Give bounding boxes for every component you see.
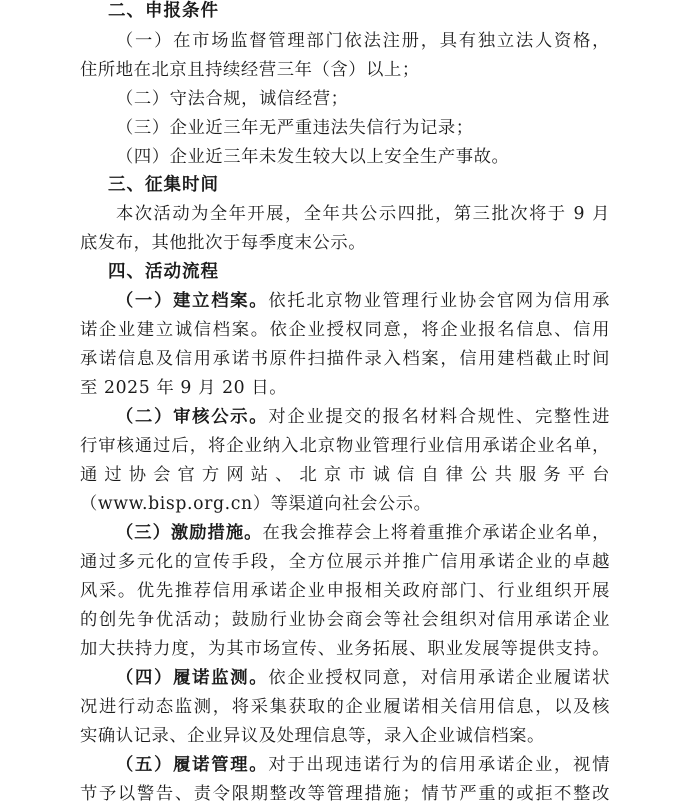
step-3-line-4: 的创先争优活动；鼓励行业协会商会等社会组织对信用承诺企业 [80, 610, 610, 630]
step-3-lead: （三）激励措施。 [116, 523, 263, 543]
section-heading-collection-time: 三、征集时间 [108, 175, 219, 195]
condition-3: （三）企业近三年无严重违法失信行为记录； [116, 118, 474, 138]
step-2-line-1: （二）审核公示。对企业提交的报名材料合规性、完整性进 [116, 407, 610, 427]
step-3-line-1: （三）激励措施。在我会推荐会上将着重推介承诺企业名单， [116, 523, 610, 543]
step-2-line-2: 行审核通过后，将企业纳入北京物业管理行业信用承诺企业名单， [80, 436, 610, 456]
condition-1-line-2: 住所地在北京且持续经营三年（含）以上； [80, 60, 420, 80]
step-4-line-1: （四）履诺监测。依企业授权同意，对信用承诺企业履诺状 [116, 668, 610, 688]
section-heading-application-conditions: 二、申报条件 [108, 1, 219, 21]
step-1-line-4: 至 2025 年 9 月 20 日。 [80, 378, 288, 398]
step-1-line-1: （一）建立档案。依托北京物业管理行业协会官网为信用承 [116, 291, 610, 311]
section-heading-activity-process: 四、活动流程 [108, 262, 219, 282]
step-4-lead: （四）履诺监测。 [116, 668, 269, 688]
collection-time-line-1: 本次活动为全年开展，全年共公示四批，第三批次将于 9 月 [116, 204, 610, 224]
step-2-line-4: （www.bisp.org.cn）等渠道向社会公示。 [80, 494, 432, 514]
step-1-line-2: 诺企业建立诚信档案。依企业授权同意，将企业报名信息、信用 [80, 320, 610, 340]
condition-1-line-1: （一）在市场监督管理部门依法注册，具有独立法人资格， [116, 31, 610, 51]
step-3-line-2: 通过多元化的宣传手段，全方位展示并推广信用承诺企业的卓越 [80, 552, 610, 572]
step-5-lead: （五）履诺管理。 [116, 755, 269, 775]
step-5-line-1: （五）履诺管理。对于出现违诺行为的信用承诺企业，视情 [116, 755, 610, 775]
step-1-lead: （一）建立档案。 [116, 291, 269, 311]
step-2-line-3: 通过协会官方网站、北京市诚信自律公共服务平台 [80, 465, 610, 485]
condition-2: （二）守法合规，诚信经营； [116, 89, 349, 109]
step-2-lead: （二）审核公示。 [116, 407, 269, 427]
step-5-line-2: 节予以警告、责令限期整改等管理措施；情节严重的或拒不整改 [80, 784, 610, 804]
step-3-line-3: 风采。优先推荐信用承诺企业申报相关政府部门、行业组织开展 [80, 581, 610, 601]
collection-time-line-2: 底发布，其他批次于每季度末公示。 [80, 233, 367, 253]
step-4-line-3: 实确认记录、企业异议及处理信息等，录入企业诚信档案。 [80, 726, 545, 746]
step-1-line-3: 承诺信息及信用承诺书原件扫描件录入档案，信用建档截止时间 [80, 349, 610, 369]
condition-4: （四）企业近三年未发生较大以上安全生产事故。 [116, 147, 510, 167]
step-3-line-5: 加大扶持力度，为其市场宣传、业务拓展、职业发展等提供支持。 [80, 639, 610, 659]
step-4-line-2: 况进行动态监测，将采集获取的企业履诺相关信用信息，以及核 [80, 697, 610, 717]
